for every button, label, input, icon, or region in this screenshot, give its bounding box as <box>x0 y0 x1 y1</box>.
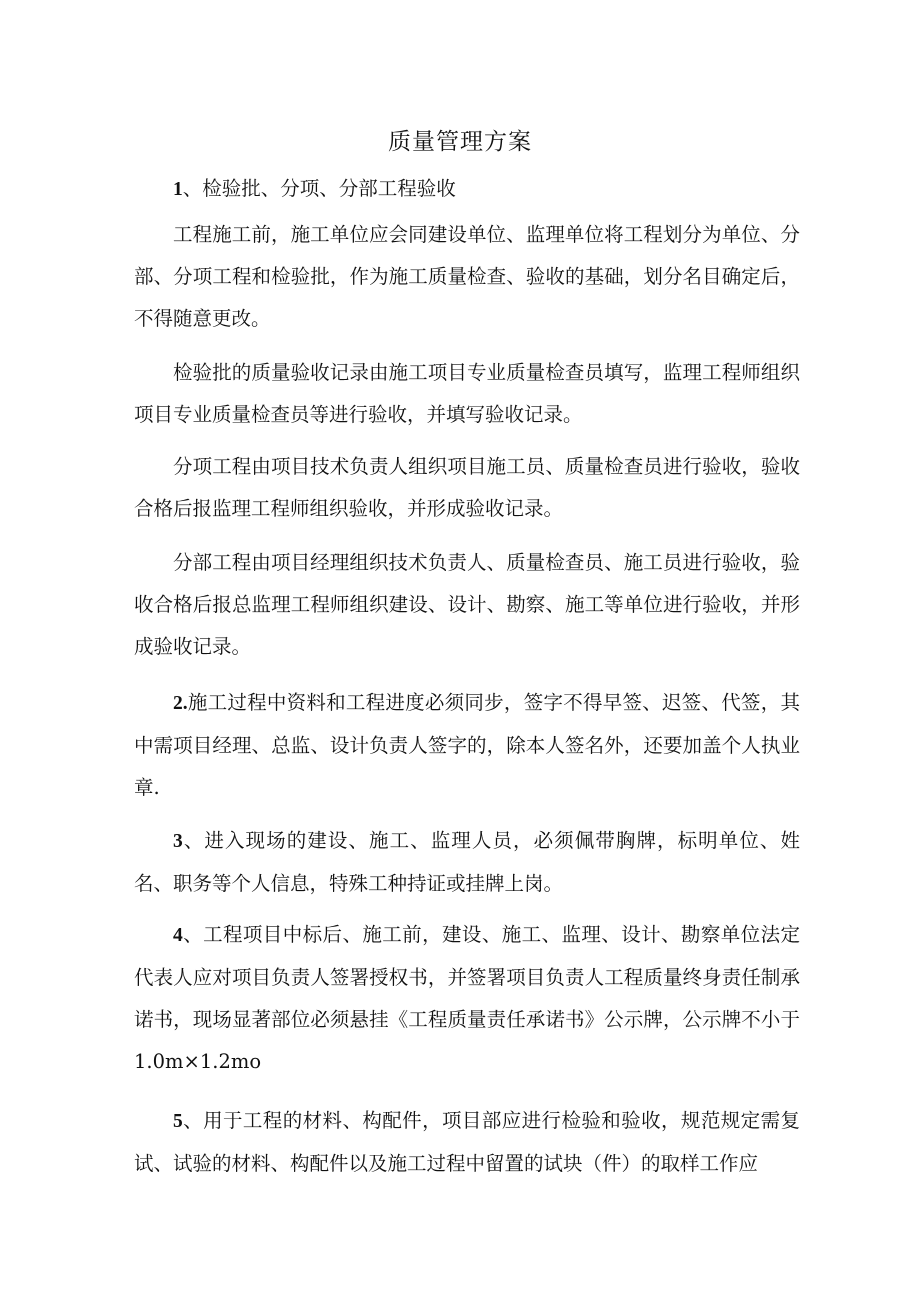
item-4 <box>134 914 800 1083</box>
paragraph-sub-division: 分部工程由项目经理组织技术负责人、质量检查员、施工员进行验收，验收合格后报总监理工程师组织建设、设计、勘察、施工等单位进行验收，并形成验收记录。 <box>134 551 800 658</box>
item-4-text: 、工程项目中标后、施工前，建设、施工、监理、设计、勘察单位法定代表人应对项目负责人签署授权书，并签署项目负责人工程质量终身责任制承诺书，现场显著部位必须悬挂《工程质量责任承诺书》公示牌，公示牌不小于 1.0m×1.2mo <box>134 923 800 1073</box>
section-1-number: 1 <box>173 179 183 200</box>
section-1-text: 、检验批、分项、分部工程验收 <box>182 177 456 200</box>
item-2-number: 2. <box>173 693 188 714</box>
item-5-number: 5 <box>173 1111 183 1132</box>
item-5 <box>134 1100 800 1185</box>
document-title: 质量管理方案 <box>388 129 532 155</box>
item-3-number: 3 <box>173 831 183 852</box>
item-3 <box>134 820 800 905</box>
paragraph-inspection-lot: 检验批的质量验收记录由施工项目专业质量检查员填写，监理工程师组织项目专业质量检查员等进行验收，并填写验收记录。 <box>134 361 800 426</box>
item-4-number: 4 <box>173 925 183 946</box>
paragraph-sub-item: 分项工程由项目技术负责人组织项目施工员、质量检查员进行验收，验收合格后报监理工程师组织验收，并形成验收记录。 <box>134 455 800 520</box>
item-2 <box>134 682 800 809</box>
paragraph-division: 工程施工前，施工单位应会同建设单位、监理单位将工程划分为单位、分部、分项工程和检验批，作为施工质量检查、验收的基础，划分名目确定后，不得随意更改。 <box>134 223 800 330</box>
section-1-heading <box>134 168 800 211</box>
item-3-text: 、进入现场的建设、施工、监理人员，必须佩带胸牌，标明单位、姓名、职务等个人信息，特殊工种持证或挂牌上岗。 <box>134 829 800 895</box>
item-2-text: 施工过程中资料和工程进度必须同步，签字不得早签、迟签、代签，其中需项目经理、总监、设计负责人签字的，除本人签名外，还要加盖个人执业章. <box>134 691 800 799</box>
item-5-text: 、用于工程的材料、构配件，项目部应进行检验和验收，规范规定需复试、试验的材料、构配件以及施工过程中留置的试块（件）的取样工作应 <box>134 1109 800 1175</box>
